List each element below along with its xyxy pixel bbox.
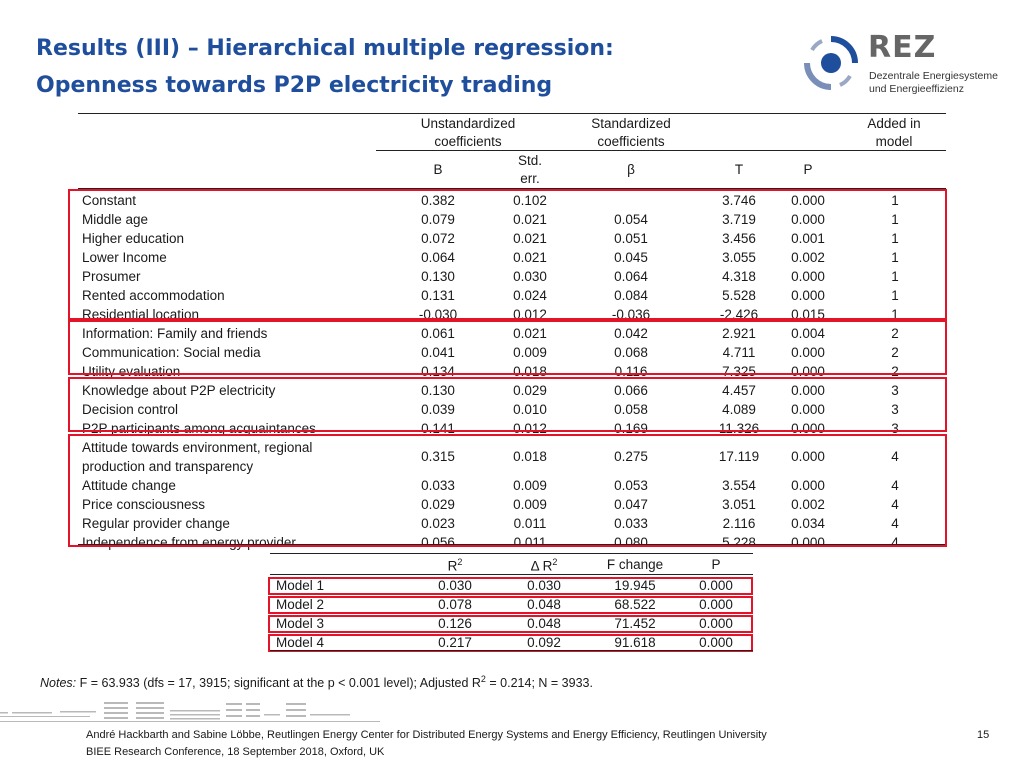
table-cell-beta: 0.068: [614, 345, 648, 360]
table-cell-p: 0.000: [791, 402, 825, 417]
notes-sup: 2: [480, 674, 486, 684]
model-cell-dr2: 0.092: [527, 635, 561, 650]
table-cell-b: 0.079: [421, 212, 455, 227]
model-summary-table: [270, 553, 753, 653]
table-cell-b: 0.029: [421, 497, 455, 512]
header-added-in-model: [849, 115, 939, 151]
header-unstd-line2: coefficients: [434, 134, 502, 149]
table-cell-beta: 0.169: [614, 421, 648, 436]
slide-title-line1: Results (III) – Hierarchical multiple regression:: [36, 36, 614, 61]
decorative-bars-graphic: [0, 700, 380, 726]
model-table-bottom-rule: [270, 650, 753, 651]
table-cell-p: 0.002: [791, 250, 825, 265]
table-cell-p: 0.000: [791, 345, 825, 360]
table-cell-se: 0.012: [513, 421, 547, 436]
table-cell-model: 4: [891, 497, 899, 512]
table-cell-model: 1: [891, 269, 899, 284]
model-cell-f: 91.618: [614, 635, 656, 650]
table-cell-model: 1: [891, 212, 899, 227]
table-cell-t: 2.116: [722, 516, 756, 531]
row-label-line1: Middle age: [82, 212, 149, 227]
table-cell-se: 0.021: [513, 250, 547, 265]
col-delta-r2-sup: 2: [552, 557, 558, 567]
table-cell-se: 0.018: [513, 364, 547, 379]
model-cell-dr2: 0.048: [527, 597, 561, 612]
row-label-line1: Prosumer: [82, 269, 141, 284]
table-cell-se: 0.030: [513, 269, 547, 284]
col-f-change: F change: [606, 557, 664, 572]
header-added-line2: model: [875, 134, 913, 149]
table-cell-se: 0.024: [513, 288, 547, 303]
model-cell-p: 0.000: [699, 616, 733, 631]
model-1-highlight-box: [68, 189, 947, 320]
table-cell-beta: 0.116: [614, 364, 648, 379]
table-cell-t: 3.746: [722, 193, 756, 208]
table-cell-b: 0.130: [421, 383, 455, 398]
table-cell-t: 11.326: [718, 421, 760, 436]
table-cell-model: 4: [891, 449, 899, 464]
table-cell-beta: 0.066: [614, 383, 648, 398]
row-label-line1: Knowledge about P2P electricity: [82, 383, 276, 398]
table-cell-beta: 0.080: [614, 535, 648, 550]
footer-authors: André Hackbarth and Sabine Löbbe, Reutlingen Energy Center for Distributed Energy Systems and Energy Efficiency, Reutlingen University: [86, 729, 767, 741]
table-cell-model: 1: [891, 193, 899, 208]
table-cell-b: 0.131: [421, 288, 455, 303]
table-cell-t: 2.921: [722, 326, 756, 341]
table-cell-t: 4.318: [722, 269, 756, 284]
model-row-label: Model 3: [276, 616, 325, 631]
table-cell-p: 0.000: [791, 193, 825, 208]
header-unstandardized: [398, 115, 538, 151]
table-cell-beta: 0.033: [614, 516, 648, 531]
table-cell-b: 0.134: [421, 364, 455, 379]
table-cell-se: 0.011: [513, 516, 547, 531]
table-cell-p: 0.034: [791, 516, 825, 531]
table-cell-model: 1: [891, 231, 899, 246]
table-cell-beta: 0.054: [614, 212, 648, 227]
table-cell-p: 0.000: [791, 535, 825, 550]
table-cell-model: 1: [891, 288, 899, 303]
table-cell-se: 0.021: [513, 326, 547, 341]
table-cell-se: 0.102: [513, 193, 547, 208]
table-cell-t: 3.554: [722, 478, 756, 493]
table-cell-t: 4.711: [722, 345, 756, 360]
logo-subtitle-line1: Dezentrale Energiesysteme: [869, 70, 998, 82]
table-cell-beta: 0.051: [614, 231, 648, 246]
table-cell-t: 7.325: [722, 364, 756, 379]
footer-conference: BIEE Research Conference, 18 September 2018, Oxford, UK: [86, 746, 385, 758]
row-label-line1: P2P participants among acquaintances: [82, 421, 316, 436]
notes: [40, 674, 593, 690]
table-cell-b: 0.130: [421, 269, 455, 284]
table-cell-p: 0.000: [791, 269, 825, 284]
table-cell-model: 4: [891, 478, 899, 493]
col-p-change: P: [711, 557, 721, 572]
table-cell-t: 3.719: [722, 212, 756, 227]
table-cell-model: 4: [891, 535, 899, 550]
row-label-line1: Lower Income: [82, 250, 167, 265]
model-cell-p: 0.000: [699, 597, 733, 612]
table-cell-p: 0.000: [791, 478, 825, 493]
table-cell-t: 3.051: [722, 497, 756, 512]
table-top-rule: [78, 113, 946, 114]
logo-subtitle: [869, 70, 998, 96]
model-table-header-rule: [270, 574, 753, 575]
model-row-highlight-box: [268, 615, 753, 633]
table-cell-beta: 0.045: [614, 250, 648, 265]
table-cell-beta: 0.058: [614, 402, 648, 417]
row-label-line2: production and transparency: [82, 459, 254, 474]
table-cell-se: 0.018: [513, 449, 547, 464]
model-3-highlight-box: [68, 377, 947, 432]
col-beta: β: [627, 162, 635, 177]
model-cell-dr2: 0.048: [527, 616, 561, 631]
table-cell-se: 0.009: [513, 497, 547, 512]
table-cell-p: 0.015: [791, 307, 825, 322]
table-cell-p: 0.000: [791, 288, 825, 303]
table-cell-beta: -0.036: [611, 307, 651, 322]
row-label-line1: Attitude towards environment, regional: [82, 440, 313, 455]
table-cell-se: 0.011: [513, 535, 547, 550]
header-unstd-line1: Unstandardized: [420, 116, 516, 131]
table-cell-t: 17.119: [718, 449, 760, 464]
model-2-highlight-box: [68, 320, 947, 375]
table-cell-p: 0.000: [791, 212, 825, 227]
table-cell-beta: 0.042: [614, 326, 648, 341]
row-label-line1: Regular provider change: [82, 516, 230, 531]
table-cell-p: 0.000: [791, 383, 825, 398]
table-cell-t: 4.089: [722, 402, 756, 417]
model-row-label: Model 4: [276, 635, 325, 650]
model-row-highlight-box: [268, 596, 753, 614]
table-cell-p: 0.004: [791, 326, 825, 341]
table-cell-p: 0.002: [791, 497, 825, 512]
row-label-line1: Residential location: [82, 307, 200, 322]
header-std-line2: coefficients: [597, 134, 665, 149]
model-cell-f: 19.945: [614, 578, 656, 593]
row-label-line1: Attitude change: [82, 478, 176, 493]
table-cell-model: 1: [891, 307, 899, 322]
table-cell-se: 0.021: [513, 212, 547, 227]
table-cell-b: 0.382: [421, 193, 455, 208]
table-cell-p: 0.000: [791, 364, 825, 379]
model-cell-f: 68.522: [614, 597, 656, 612]
notes-label: Notes:: [40, 676, 77, 691]
table-cell-b: 0.072: [421, 231, 455, 246]
col-delta-r2-text: Δ R: [530, 558, 553, 574]
model-cell-r2: 0.030: [438, 578, 472, 593]
notes-text-a: F = 63.933 (dfs = 17, 3915; significant at the p < 0.001 level); Adjusted R: [76, 676, 481, 691]
slide-title-line2: Openness towards P2P electricity trading: [36, 73, 553, 98]
table-cell-model: 2: [891, 364, 899, 379]
col-std-err-line2: err.: [520, 171, 540, 186]
col-p: P: [803, 162, 813, 177]
model-cell-dr2: 0.030: [527, 578, 561, 593]
table-cell-b: 0.039: [421, 402, 455, 417]
table-cell-t: 5.528: [722, 288, 756, 303]
header-std-line1: Standardized: [591, 116, 671, 131]
col-b: B: [433, 162, 443, 177]
table-cell-se: 0.021: [513, 231, 547, 246]
table-cell-se: 0.009: [513, 478, 547, 493]
table-cell-model: 3: [891, 383, 899, 398]
table-cell-se: 0.012: [513, 307, 547, 322]
row-label-line1: Constant: [82, 193, 137, 208]
col-delta-r2: [504, 557, 584, 574]
slide-title: [36, 30, 614, 104]
row-label-line1: Decision control: [82, 402, 179, 417]
row-label-line1: Information: Family and friends: [82, 326, 268, 341]
logo-name: REZ: [868, 30, 937, 65]
table-cell-b: 0.064: [421, 250, 455, 265]
col-t: T: [734, 162, 744, 177]
model-row-highlight-box: [268, 577, 753, 595]
row-label-line1: Independence from energy provider: [82, 535, 296, 550]
row-label-line1: Utility evaluation: [82, 364, 181, 379]
table-cell-p: 0.000: [791, 449, 825, 464]
model-cell-r2: 0.126: [438, 616, 472, 631]
header-standardized: [561, 115, 701, 151]
col-r2-text: R: [447, 558, 458, 574]
table-cell-beta: 0.084: [614, 288, 648, 303]
page-number: 15: [977, 729, 990, 741]
model-4-highlight-box: [68, 434, 947, 547]
table-cell-t: 5.228: [722, 535, 756, 550]
table-cell-b: 0.041: [421, 345, 455, 360]
table-cell-model: 2: [891, 326, 899, 341]
model-row-label: Model 2: [276, 597, 325, 612]
model-cell-f: 71.452: [614, 616, 656, 631]
table-cell-b: 0.023: [421, 516, 455, 531]
model-cell-p: 0.000: [699, 578, 733, 593]
col-std-err-line1: Std.: [517, 153, 542, 168]
header-mid-rule: [376, 150, 946, 151]
table-cell-p: 0.000: [791, 421, 825, 436]
table-cell-model: 3: [891, 402, 899, 417]
table-cell-t: -2.426: [719, 307, 759, 322]
table-cell-beta: 0.064: [614, 269, 648, 284]
table-cell-b: 0.061: [421, 326, 455, 341]
col-std-err: [490, 152, 570, 188]
table-cell-p: 0.001: [791, 231, 825, 246]
table-cell-se: 0.029: [513, 383, 547, 398]
table-cell-model: 4: [891, 516, 899, 531]
col-r2: [415, 557, 495, 574]
notes-text-b: = 0.214; N = 3933.: [485, 676, 593, 691]
table-cell-beta: 0.053: [614, 478, 648, 493]
model-cell-r2: 0.217: [438, 635, 472, 650]
model-cell-p: 0.000: [699, 635, 733, 650]
model-table-top-rule: [270, 553, 753, 554]
table-cell-beta: 0.047: [614, 497, 648, 512]
row-label-line1: Rented accommodation: [82, 288, 225, 303]
row-label-line1: Higher education: [82, 231, 185, 246]
rez-logo-icon: [800, 32, 862, 94]
table-cell-b: 0.141: [421, 421, 455, 436]
table-cell-model: 2: [891, 345, 899, 360]
row-label-line1: Price consciousness: [82, 497, 206, 512]
table-cell-b: 0.033: [421, 478, 455, 493]
table-cell-t: 3.055: [722, 250, 756, 265]
row-label-line1: Communication: Social media: [82, 345, 261, 360]
table-cell-t: 3.456: [722, 231, 756, 246]
rez-logo: [800, 30, 1010, 98]
table-cell-se: 0.009: [513, 345, 547, 360]
col-r2-sup: 2: [457, 557, 463, 567]
logo-subtitle-line2: und Energieeffizienz: [869, 83, 964, 95]
table-cell-model: 3: [891, 421, 899, 436]
table-cell-se: 0.010: [513, 402, 547, 417]
header-added-line1: Added in: [867, 116, 921, 131]
table-cell-b: -0.030: [418, 307, 458, 322]
model-cell-r2: 0.078: [438, 597, 472, 612]
table-cell-b: 0.056: [421, 535, 455, 550]
model-row-label: Model 1: [276, 578, 325, 593]
table-cell-model: 1: [891, 250, 899, 265]
table-cell-b: 0.315: [421, 449, 455, 464]
table-cell-t: 4.457: [722, 383, 756, 398]
table-cell-beta: 0.275: [614, 449, 648, 464]
